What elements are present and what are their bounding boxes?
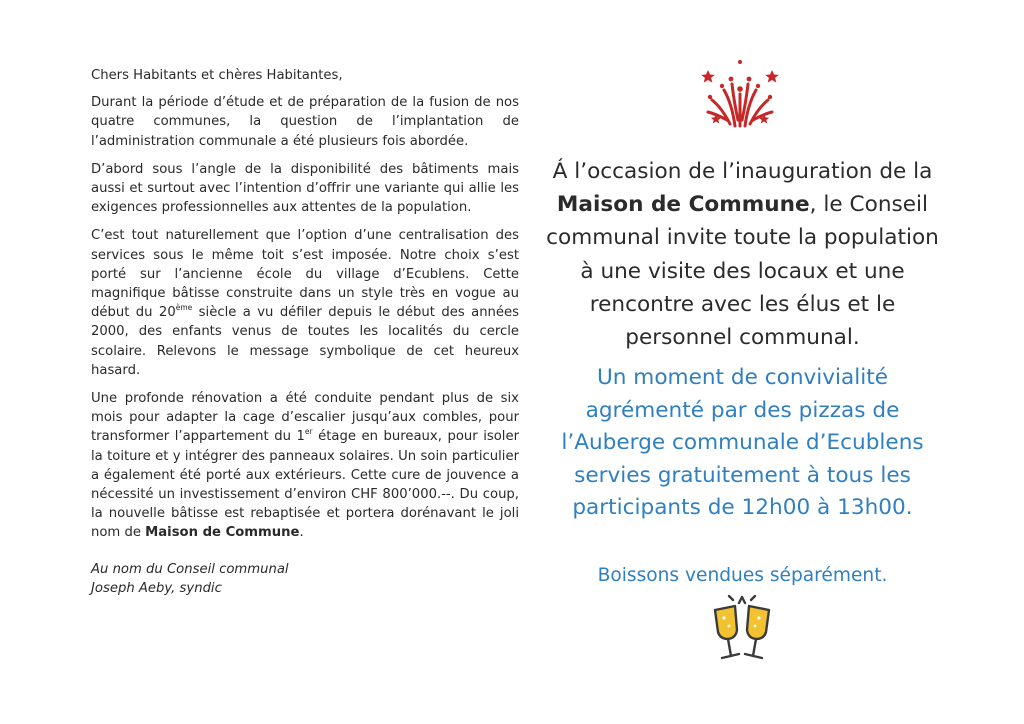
letter-column <box>91 66 519 599</box>
paragraph-4-end: . <box>299 525 304 541</box>
superscript-er: er <box>304 427 313 437</box>
superscript-eme: ème <box>175 303 193 313</box>
paragraph-3-text-a: C’est tout naturellement que l’option d’une centralisation des services sous le même toit s’est imposée. Notre choix s’est porté sur l’ancienne école du village d’Ecublens. Cette magnifique bâtisse construite dans un style très en vogue au début du 20 <box>91 228 519 321</box>
letter-paragraph-3 <box>91 226 519 380</box>
drinks-note: Boissons vendues séparément. <box>597 565 888 586</box>
champagne-glasses-icon <box>709 594 775 666</box>
letter-paragraph-4 <box>91 389 519 543</box>
signature-line-2: Joseph Aeby, syndic <box>91 581 222 597</box>
paragraph-3-text-b: siècle a vu défiler depuis le début des années 2000, des enfants venus de toutes les localités du cercle scolaire. Relevons le message symbolique de cet heureux hasard. <box>91 305 520 378</box>
fireworks-icon <box>700 56 780 132</box>
maison-de-commune-bold: Maison de Commune <box>145 525 300 541</box>
invitation-text-a: Á l’occasion de l’inauguration de la <box>552 159 933 184</box>
letter-greeting: Chers Habitants et chères Habitantes, <box>91 68 343 83</box>
paragraph-4-text-a: Une profonde rénovation a été conduite pendant plus de six mois pour adapter la cage d’escalier jusqu’aux combles, pour transformer l’appartement du 1 <box>91 391 519 445</box>
signature-line-1: Au nom du Conseil communal <box>91 561 289 577</box>
invitation-text <box>540 155 945 354</box>
signature <box>91 560 519 599</box>
invitation-maison-de-commune: Maison de Commune <box>556 192 810 218</box>
paragraph-4-text-b: étage en bureaux, pour isoler la toiture et y intégrer des panneaux solaires. Un soin particulier a également été porté aux extérieurs. Cette cure de jouvence a nécessité un investissement d’environ CHF 800’000.--. Du coup, la nouvelle bâtisse est rebaptisée et portera dorénavant le joli nom de <box>91 429 519 541</box>
letter-paragraph-1: Durant la période d’étude et de préparation de la fusion de nos quatre communes, la question de l’implantation de l’administration communale a été plusieurs fois abordée. <box>91 95 519 149</box>
invitation-column <box>540 0 945 724</box>
letter-paragraph-2: D’abord sous l’angle de la disponibilité des bâtiments mais aussi et surtout avec l’intention d’offrir une variante qui allie les exigences professionnelles aux attentes de la population. <box>91 161 519 216</box>
invitation-text-b: , le Conseil communal invite toute la population à une visite des locaux et une rencontre avec les élus et le personnel communal. <box>546 192 939 351</box>
conviviality-text: Un moment de convivialité agrémenté par des pizzas de l’Auberge communale d’Ecublens servies gratuitement à tous les participants de 12h00 à 13h00. <box>561 365 924 521</box>
